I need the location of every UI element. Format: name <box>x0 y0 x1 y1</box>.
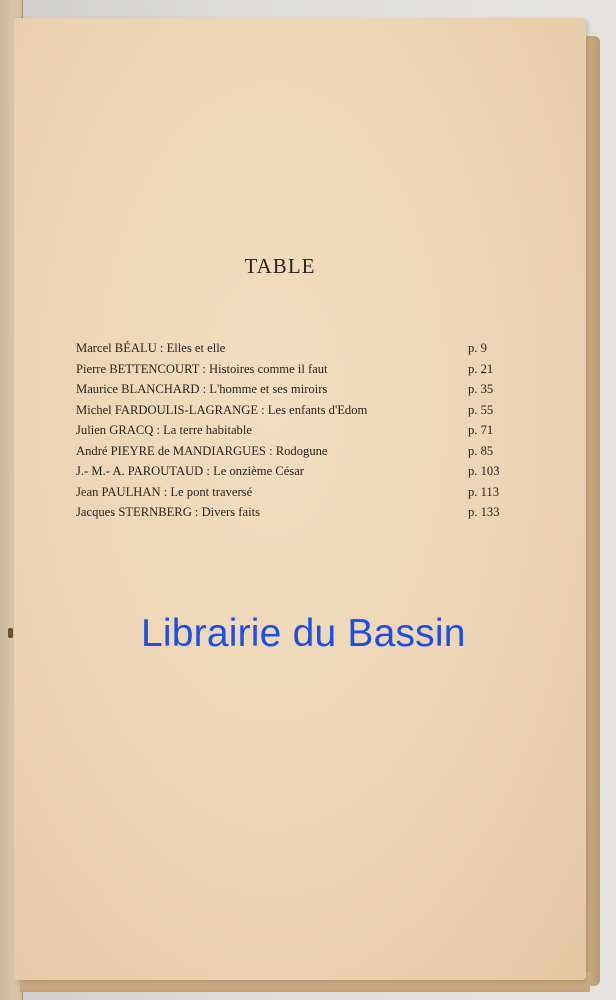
toc-item <box>76 359 516 380</box>
toc-page-number: p. 21 <box>468 361 494 376</box>
toc-entry-text: Julien GRACQ : La terre habitable <box>76 423 252 437</box>
table-of-contents <box>76 338 516 523</box>
toc-entry-text: Marcel BÉALU : Elles et elle <box>76 341 226 355</box>
book-page <box>14 18 586 980</box>
toc-page-number: p. 133 <box>468 505 500 519</box>
toc-item <box>76 379 516 400</box>
toc-page-number: p. 71 <box>468 423 494 437</box>
toc-entry-text: Michel FARDOULIS-LAGRANGE : Les enfants d'Edom <box>76 402 368 417</box>
toc-entry-text: André PIEYRE de MANDIARGUES : Rodogune <box>76 443 328 458</box>
toc-entry-text: Jacques STERNBERG : Divers faits <box>76 505 260 519</box>
toc-entry-text: Jean PAULHAN : Le pont traversé <box>76 484 253 499</box>
toc-entry-text: J.- M.- A. PAROUTAUD : Le onzième César <box>76 464 304 478</box>
binding-mark <box>8 628 13 638</box>
toc-item <box>76 400 516 421</box>
toc-page-number: p. 113 <box>468 484 500 499</box>
toc-item <box>76 441 516 462</box>
page-title: TABLE <box>244 254 316 278</box>
toc-page-number: p. 55 <box>468 402 494 417</box>
toc-entry-text: Pierre BETTENCOURT : Histoires comme il faut <box>76 361 328 376</box>
toc-page-number: p. 103 <box>468 464 500 478</box>
toc-item <box>76 502 516 523</box>
toc-item <box>76 338 516 359</box>
toc-page-number: p. 9 <box>468 341 487 355</box>
toc-item <box>76 461 516 482</box>
bookseller-watermark: Librairie du Bassin <box>141 612 466 655</box>
toc-entry-text: Maurice BLANCHARD : L'homme et ses miroirs <box>76 382 328 396</box>
toc-item <box>76 482 516 503</box>
toc-item <box>76 420 516 441</box>
toc-page-number: p. 35 <box>468 382 494 396</box>
toc-page-number: p. 85 <box>468 443 494 458</box>
